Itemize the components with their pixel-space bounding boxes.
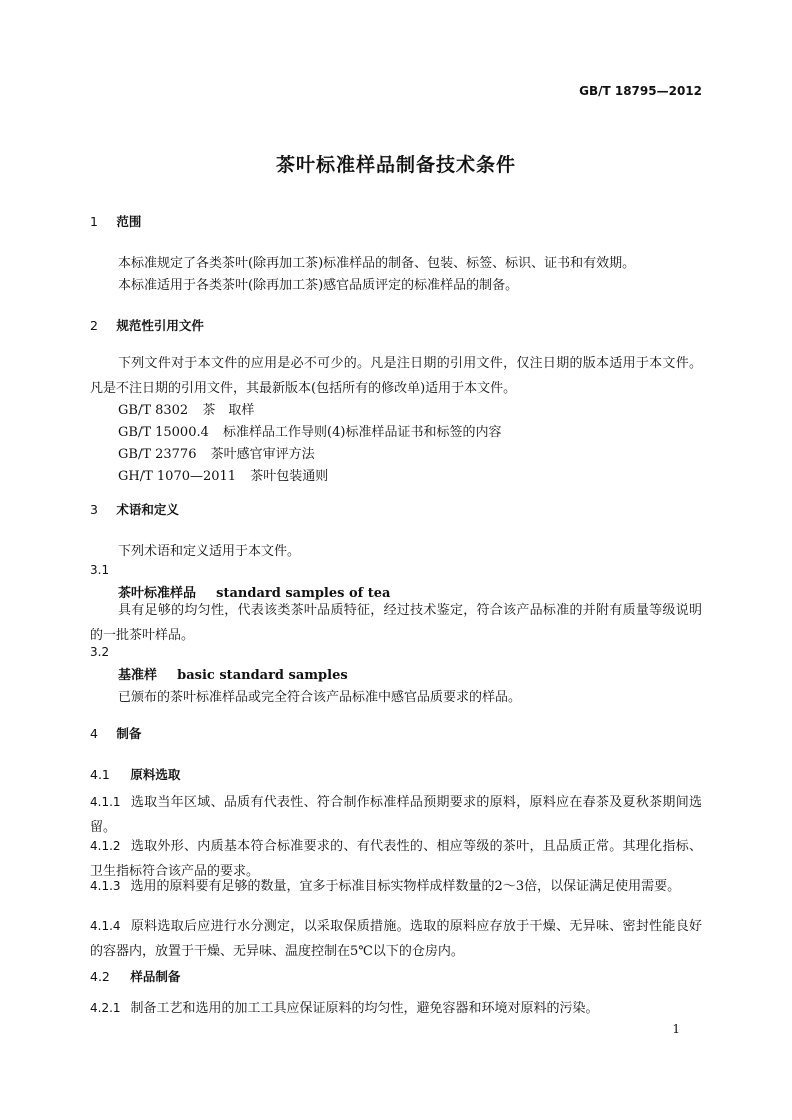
paragraph: 下列术语和定义适用于本文件。 [118, 544, 301, 559]
section-3-heading [90, 500, 179, 518]
clause-text: 制备工艺和选用的加工工具应保证原料的均匀性，避免容器和环境对原料的污染。 [130, 1001, 599, 1016]
subsection-4-2-heading [90, 967, 180, 985]
reference-code: GB/T 15000.4 [118, 425, 209, 440]
section-number: 1 [90, 214, 98, 229]
clause-text: 选取当年区域、品质有代表性、符合制作标准样品预期要求的原料，原料应在春茶及夏秋茶期间选留。 [90, 795, 702, 835]
section-2-heading [90, 316, 204, 334]
clause-number: 4.2.1 [90, 1001, 121, 1015]
clause-4-2-1 [90, 996, 702, 1021]
paragraph: 本标准适用于各类茶叶(除再加工茶)感官品质评定的标准样品的制备。 [118, 278, 519, 293]
clause-4-1-3 [90, 874, 702, 899]
clause-number: 4.1.3 [90, 879, 121, 893]
term-entry [118, 664, 348, 683]
section-title: 术语和定义 [116, 502, 179, 517]
clause-4-1-4 [90, 914, 702, 964]
reference-title: 茶叶包装通则 [250, 469, 329, 484]
reference-item [118, 443, 315, 462]
reference-title: 标准样品工作导则(4)标准样品证书和标签的内容 [223, 425, 502, 440]
clause-text: 原料选取后应进行水分测定，以采取保质措施。选取的原料应存放于干燥、无异味、密封性能良好的容器内，放置于干燥、无异味、温度控制在5℃以下的仓房内。 [90, 919, 702, 959]
section-number: 2 [90, 318, 98, 333]
clause-number: 4.1.4 [90, 919, 121, 933]
reference-code: GB/T 8302 [118, 403, 189, 418]
term-definition: 具有足够的均匀性，代表该类茶叶品质特征，经过技术鉴定，符合该产品标准的并附有质量等级说明的一批茶叶样品。 [90, 603, 702, 643]
section-1-heading [90, 212, 141, 230]
reference-item [118, 399, 254, 418]
section-number: 3 [90, 502, 98, 517]
term-number: 3.1 [90, 563, 110, 577]
reference-title: 茶 取样 [202, 403, 255, 418]
paragraph: 本标准规定了各类茶叶(除再加工茶)标准样品的制备、包装、标签、标识、证书和有效期。 [118, 256, 636, 271]
reference-title: 茶叶感官审评方法 [210, 447, 315, 462]
section-title: 原料选取 [130, 767, 181, 782]
term-definition: 已颁布的茶叶标准样品或完全符合该产品标准中感官品质要求的样品。 [118, 690, 522, 705]
reference-item [118, 421, 501, 440]
term-en: basic standard samples [177, 668, 348, 683]
section-title: 范围 [116, 214, 142, 229]
term-en: standard samples of tea [216, 586, 391, 601]
section-number: 4.1 [90, 767, 110, 782]
term-number: 3.2 [90, 645, 110, 659]
clause-number: 4.1.1 [90, 795, 121, 809]
section-4-heading [90, 724, 141, 742]
paragraph: 下列文件对于本文件的应用是必不可少的。凡是注日期的引用文件，仅注日期的版本适用于本文件。凡是不注日期的引用文件，其最新版本(包括所有的修改单)适用于本文件。 [90, 356, 702, 396]
reference-item [118, 465, 328, 484]
page-number: 1 [672, 1022, 680, 1036]
reference-code: GB/T 23776 [118, 447, 197, 462]
term-zh: 基准样 [118, 668, 158, 683]
subsection-4-1-heading [90, 765, 180, 783]
page-title: 茶叶标准样品制备技术条件 [275, 154, 516, 176]
term-zh: 茶叶标准样品 [118, 586, 197, 601]
clause-text: 选取外形、内质基本符合标准要求的、有代表性的、相应等级的茶叶，且品质正常。其理化指标、卫生指标符合该产品的要求。 [90, 839, 702, 879]
clause-4-1-1 [90, 790, 702, 840]
clause-text: 选用的原料要有足够的数量，宜多于标准目标实物样成样数量的2～3倍，以保证满足使用需要。 [130, 879, 681, 894]
standard-code: GB/T 18795—2012 [579, 84, 702, 98]
section-title: 样品制备 [130, 969, 181, 984]
section-number: 4.2 [90, 969, 110, 984]
section-title: 制备 [116, 726, 142, 741]
section-number: 4 [90, 726, 98, 741]
section-title: 规范性引用文件 [116, 318, 204, 333]
reference-code: GH/T 1070—2011 [118, 469, 237, 484]
clause-number: 4.1.2 [90, 839, 121, 853]
